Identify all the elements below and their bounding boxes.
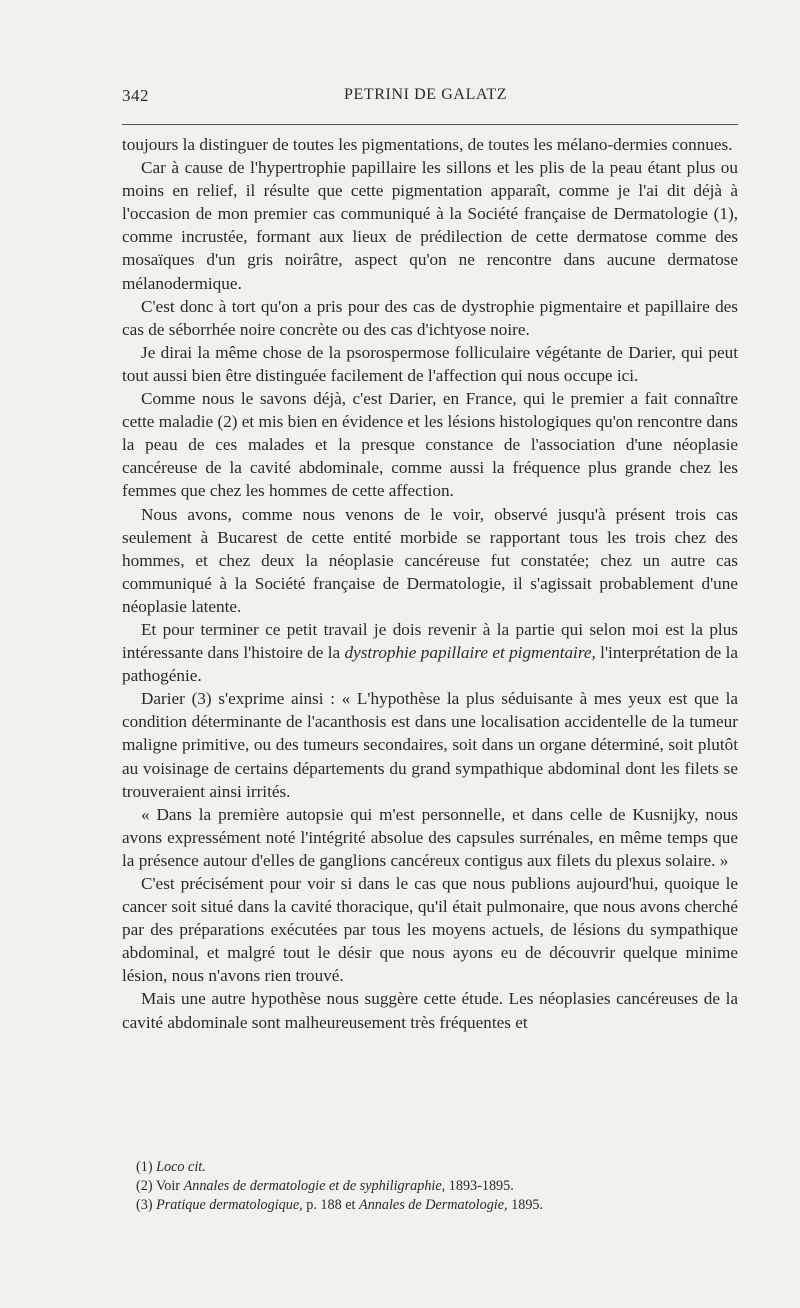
footnote-citation: Loco cit. bbox=[156, 1159, 206, 1175]
footnote-3 bbox=[136, 1196, 738, 1215]
footnote-text: 1895. bbox=[511, 1197, 544, 1214]
footnotes bbox=[136, 1158, 738, 1216]
footnote-mark: (2) bbox=[136, 1178, 153, 1195]
header-rule bbox=[122, 124, 738, 125]
footnote-citation: Annales de Dermatologie, bbox=[359, 1197, 508, 1214]
footnote-text: 1893-1895. bbox=[448, 1178, 514, 1195]
footnote-mark: (1) bbox=[136, 1159, 153, 1175]
paragraph: Je dirai la même chose de la psorospermose folliculaire végétante de Darier, qui peut tout aussi bien être distinguée facilement de l'affection qui nous occupe ici. bbox=[122, 342, 738, 385]
paragraph: Nous avons, comme nous venons de le voir, observé jusqu'à présent trois cas seulement à Bucarest de cette entité morbide se rapportant tous les trois chez des hommes, et chez deux la néoplasie cancéreuse fut constatée; chez un autre cas communiqué à la Société française de Dermatologie, il s'agissait probablement d'une néoplasie latente. bbox=[122, 504, 738, 616]
paragraph: Mais une autre hypothèse nous suggère cette étude. Les néoplasies cancéreuses de la cavité abdominale sont malheureusement très fréquentes et bbox=[122, 989, 738, 1032]
footnote-2 bbox=[136, 1177, 738, 1196]
paragraph: toujours la distinguer de toutes les pigmentations, de toutes les mélano-dermies connues. bbox=[122, 135, 733, 154]
paragraph: C'est donc à tort qu'on a pris pour des cas de dystrophie pigmentaire et papillaire des cas de séborrhée noire concrète ou des cas d'ichtyose noire. bbox=[122, 296, 738, 339]
footnote-citation: Pratique dermatologique, bbox=[156, 1197, 303, 1214]
body-text bbox=[122, 133, 738, 1034]
paragraph: Comme nous le savons déjà, c'est Darier, en France, qui le premier a fait connaître cette maladie (2) et mis bien en évidence et les lésions histologiques qu'on rencontre dans la peau de ces malades et la presque constance de l'association d'une néoplasie cancéreuse de la cavité abdominale, comme aussi la fréquence plus grande chez les femmes que chez les hommes de cette affection. bbox=[122, 389, 738, 501]
footnote-citation: Annales de dermatologie et de syphiligraphie, bbox=[183, 1178, 446, 1195]
paragraph-text: l'interprétation de la pathogénie. bbox=[122, 643, 738, 686]
paragraph bbox=[122, 618, 738, 687]
footnote-text: p. 188 et bbox=[306, 1197, 356, 1214]
page-header bbox=[122, 86, 738, 110]
footnote-text: Voir bbox=[155, 1178, 181, 1195]
footnote-mark: (3) bbox=[136, 1197, 153, 1214]
paragraph: Darier (3) s'exprime ainsi : « L'hypothèse la plus séduisante à mes yeux est que la condition déterminante de l'acanthosis est dans une localisation accidentelle de la tumeur maligne primitive, ou des tumeurs secondaires, soit dans un organe déterminé, soit plutôt au voisinage de certains départements du grand sympathique abdominal dont les filets se trouveraient ainsi irrités. bbox=[122, 689, 738, 801]
paragraph: C'est précisément pour voir si dans le cas que nous publions aujourd'hui, quoique le cancer soit situé dans la cavité thoracique, qu'il était pulmonaire, que nous avons cherché par des préparations exécutées par tous les moyens actuels, de lésions du sympathique abdominal, et malgré tout le désir que nous ayons eu de découvrir quelque minime lésion, nous n'avons rien trouvé. bbox=[122, 874, 738, 986]
running-title: PETRINI DE GALATZ bbox=[344, 86, 508, 103]
italic-term: dystrophie papillaire et pigmentaire, bbox=[344, 643, 596, 663]
footnote-1 bbox=[136, 1158, 738, 1177]
paragraph: Car à cause de l'hypertrophie papillaire les sillons et les plis de la peau étant plus ou moins en relief, il résulte que cette pigmentation apparaît, comme je l'ai dit déjà à l'occasion de mon premier cas communiqué à la Société française de Dermatologie (1), comme incrustée, formant aux lieux de prédilection de cette dermatose comme des mosaïques d'un gris noirâtre, aspect qu'on ne rencontre dans aucune dermatose mélanodermique. bbox=[122, 158, 738, 293]
page-number: 342 bbox=[122, 86, 149, 105]
paragraph-text: Et pour terminer ce petit travail je dois revenir à la partie qui selon moi est la plus intéressante dans l'histoire de la bbox=[122, 619, 738, 663]
paragraph: « Dans la première autopsie qui m'est personnelle, et dans celle de Kusnijky, nous avons expressément noté l'intégrité absolue des capsules surrénales, en même temps que la présence autour d'elles de ganglions cancéreux contigus aux filets du plexus solaire. » bbox=[122, 804, 738, 870]
